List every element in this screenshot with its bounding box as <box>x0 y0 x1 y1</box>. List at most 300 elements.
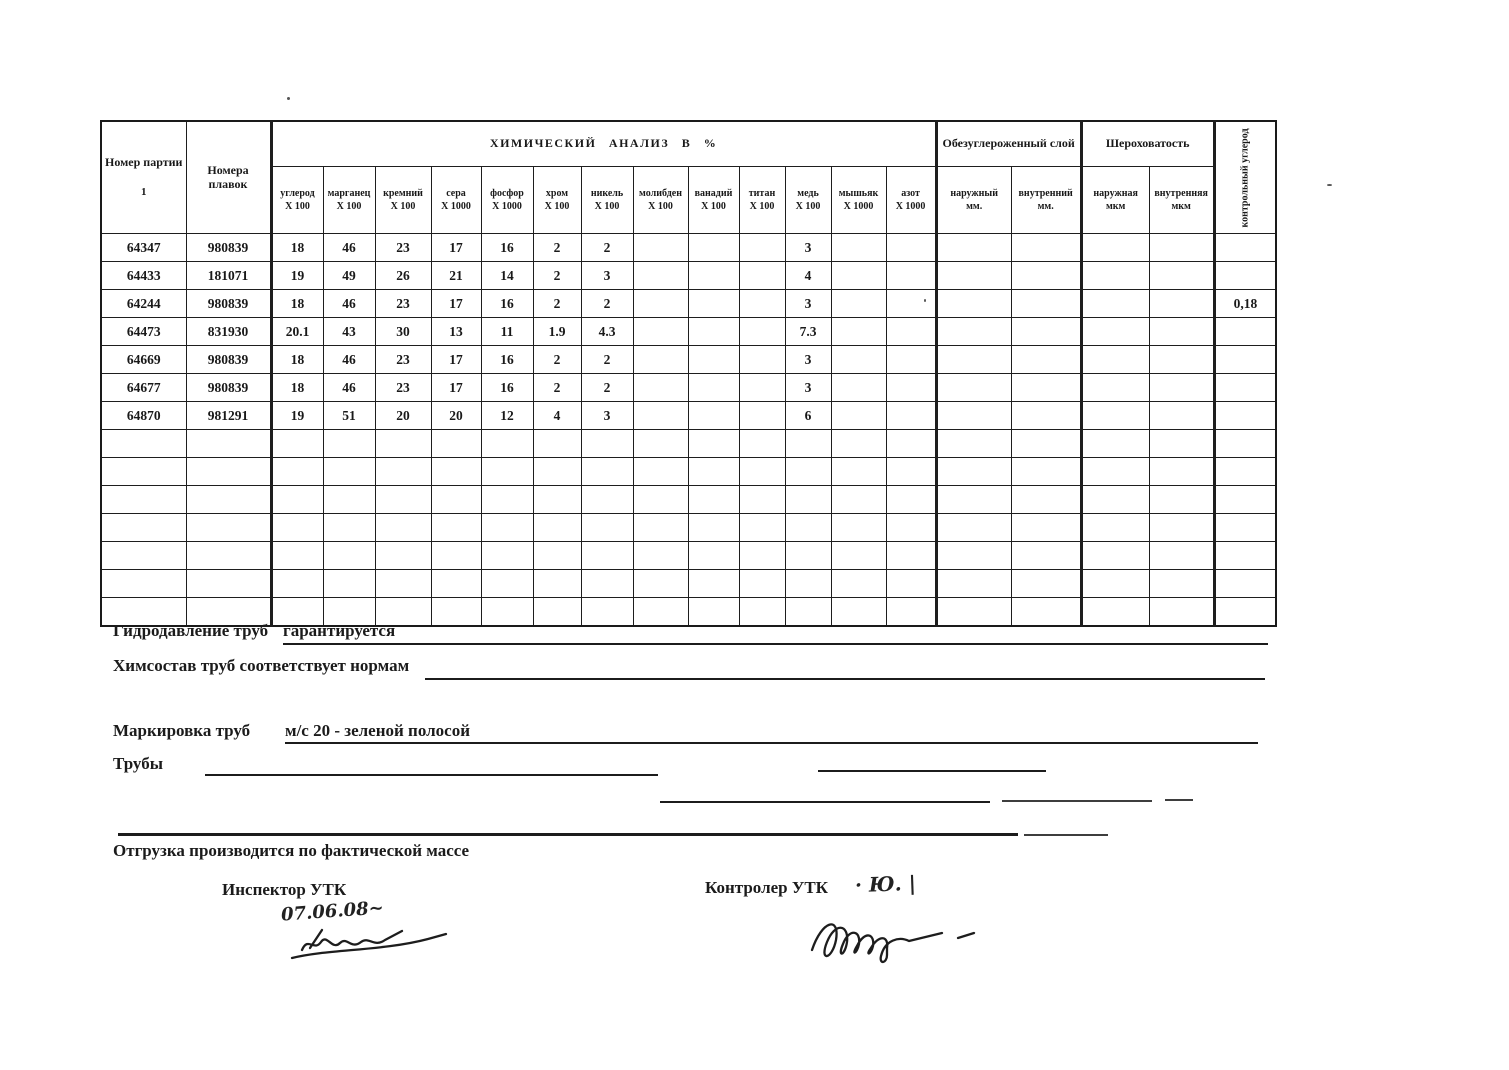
table-cell <box>1081 374 1149 402</box>
table-cell: 17 <box>431 290 481 318</box>
table-cell: 2 <box>533 374 581 402</box>
element-col-header: фосфор Х 1000 <box>481 167 533 234</box>
table-cell: 4.3 <box>581 318 633 346</box>
table-cell: 17 <box>431 374 481 402</box>
table-cell <box>1214 402 1276 430</box>
table-cell: 2 <box>533 290 581 318</box>
table-cell: 30 <box>375 318 431 346</box>
table-cell <box>688 598 739 627</box>
element-col-header: марганец Х 100 <box>323 167 375 234</box>
table-cell <box>739 430 785 458</box>
table-cell <box>186 430 271 458</box>
table-cell <box>101 458 186 486</box>
control-carbon-rotated-label: контрольный углерод <box>1239 128 1251 227</box>
decarb-col-header: внутренний мм. <box>1011 167 1081 234</box>
table-cell <box>533 458 581 486</box>
table-cell <box>375 458 431 486</box>
table-cell: 14 <box>481 262 533 290</box>
table-row <box>101 570 1276 598</box>
table-cell <box>581 514 633 542</box>
table-cell <box>739 346 785 374</box>
table-cell <box>739 514 785 542</box>
table-cell <box>101 430 186 458</box>
table-cell: 2 <box>581 290 633 318</box>
table-cell <box>1149 318 1214 346</box>
table-cell: 16 <box>481 234 533 262</box>
table-cell: 980839 <box>186 234 271 262</box>
table-row <box>101 402 1276 430</box>
table-cell <box>831 318 886 346</box>
controller-handwritten-marks: · Ю. | <box>854 870 917 898</box>
table-cell <box>739 486 785 514</box>
table-cell <box>101 542 186 570</box>
table-cell <box>375 570 431 598</box>
table-cell <box>785 598 831 627</box>
table-cell <box>1081 402 1149 430</box>
table-cell: 7.3 <box>785 318 831 346</box>
table-cell <box>633 542 688 570</box>
table-cell: 26 <box>375 262 431 290</box>
marking-value: м/с 20 - зеленой полосой <box>285 721 471 740</box>
table-cell <box>186 514 271 542</box>
table-cell <box>739 458 785 486</box>
table-cell <box>688 402 739 430</box>
table-cell <box>271 570 323 598</box>
table-cell <box>431 542 481 570</box>
table-cell <box>886 262 936 290</box>
table-cell <box>1011 514 1081 542</box>
element-col-header: мышьяк Х 1000 <box>831 167 886 234</box>
table-cell: 64244 <box>101 290 186 318</box>
table-cell <box>831 234 886 262</box>
table-cell: 831930 <box>186 318 271 346</box>
rough-col-header: наружная мкм <box>1081 167 1149 234</box>
table-cell <box>1011 346 1081 374</box>
scan-speck <box>287 97 290 100</box>
table-cell: 6 <box>785 402 831 430</box>
table-cell: 46 <box>323 234 375 262</box>
table-cell <box>1011 570 1081 598</box>
table-cell <box>481 570 533 598</box>
table-cell <box>633 598 688 627</box>
table-cell: 1.9 <box>533 318 581 346</box>
table-cell <box>1214 598 1276 627</box>
table-row <box>101 374 1276 402</box>
table-row <box>101 262 1276 290</box>
table-cell <box>1214 570 1276 598</box>
table-cell <box>1011 374 1081 402</box>
table-cell <box>688 374 739 402</box>
table-cell <box>271 486 323 514</box>
table-cell <box>481 430 533 458</box>
table-title: ХИМИЧЕСКИЙ АНАЛИЗ В % <box>271 121 936 167</box>
table-cell <box>375 514 431 542</box>
table-cell: 51 <box>323 402 375 430</box>
table-cell: 18 <box>271 346 323 374</box>
table-cell: 4 <box>785 262 831 290</box>
table-cell <box>533 598 581 627</box>
table-cell <box>688 318 739 346</box>
table-cell <box>1214 458 1276 486</box>
scan-speck <box>1327 184 1332 186</box>
table-cell: 3 <box>581 262 633 290</box>
table-cell <box>688 346 739 374</box>
table-cell <box>323 486 375 514</box>
table-cell <box>581 430 633 458</box>
table-cell <box>1081 430 1149 458</box>
table-cell <box>831 430 886 458</box>
hydro-pressure-value: гарантируется <box>283 621 396 640</box>
table-cell <box>186 458 271 486</box>
table-cell <box>739 290 785 318</box>
table-cell: 18 <box>271 290 323 318</box>
inspector-signature <box>288 918 463 966</box>
table-cell <box>633 402 688 430</box>
table-cell <box>533 514 581 542</box>
table-cell <box>581 598 633 627</box>
table-cell <box>431 458 481 486</box>
table-cell <box>936 570 1011 598</box>
separator-rule-dash <box>1024 834 1108 836</box>
table-cell: 64473 <box>101 318 186 346</box>
table-cell <box>481 542 533 570</box>
table-cell <box>1011 402 1081 430</box>
element-col-header: молибден Х 100 <box>633 167 688 234</box>
table-cell: 3 <box>785 374 831 402</box>
table-cell <box>785 514 831 542</box>
table-cell <box>886 486 936 514</box>
table-cell <box>886 598 936 627</box>
element-col-header: ванадий Х 100 <box>688 167 739 234</box>
table-cell: 23 <box>375 346 431 374</box>
table-row <box>101 598 1276 627</box>
table-cell <box>1214 514 1276 542</box>
table-cell: 18 <box>271 374 323 402</box>
table-cell: 64677 <box>101 374 186 402</box>
table-cell <box>831 374 886 402</box>
table-cell <box>1149 598 1214 627</box>
table-cell <box>101 486 186 514</box>
table-cell: 18 <box>271 234 323 262</box>
table-cell <box>1149 570 1214 598</box>
table-cell <box>1149 262 1214 290</box>
table-cell: 181071 <box>186 262 271 290</box>
table-cell <box>1214 234 1276 262</box>
chem-composition-label: Химсостав труб соответствует нормам <box>113 656 410 675</box>
table-cell <box>323 458 375 486</box>
table-cell <box>1011 318 1081 346</box>
table-cell: 43 <box>323 318 375 346</box>
table-row <box>101 542 1276 570</box>
table-cell <box>739 570 785 598</box>
controller-label: Контролер УТК <box>705 878 828 897</box>
table-cell: 46 <box>323 374 375 402</box>
table-cell <box>1081 458 1149 486</box>
table-cell <box>1214 374 1276 402</box>
tubes-label: Трубы <box>113 754 163 773</box>
table-cell <box>886 290 936 318</box>
element-col-header: углерод Х 100 <box>271 167 323 234</box>
table-cell: 0,18 <box>1214 290 1276 318</box>
table-cell <box>886 458 936 486</box>
group-header-roughness: Шероховатость <box>1081 121 1214 167</box>
table-cell <box>633 290 688 318</box>
table-cell <box>1081 570 1149 598</box>
table-cell <box>936 458 1011 486</box>
table-cell <box>581 486 633 514</box>
table-cell <box>886 570 936 598</box>
table-cell: 2 <box>533 262 581 290</box>
party-header-label: Номер партии <box>105 155 183 170</box>
table-cell <box>633 234 688 262</box>
chemical-analysis-table <box>100 120 1277 627</box>
element-col-header: кремний Х 100 <box>375 167 431 234</box>
table-cell <box>1081 598 1149 627</box>
table-header-group-row <box>101 121 1276 167</box>
table-cell <box>831 346 886 374</box>
table-cell <box>375 542 431 570</box>
table-cell: 20.1 <box>271 318 323 346</box>
element-col-header: медь Х 100 <box>785 167 831 234</box>
table-cell <box>688 542 739 570</box>
table-cell: 19 <box>271 402 323 430</box>
tubes-underline-rule-right <box>818 770 1046 772</box>
table-cell <box>936 402 1011 430</box>
table-cell <box>886 234 936 262</box>
table-row <box>101 290 1276 318</box>
table-cell: 64870 <box>101 402 186 430</box>
blank-rule-left <box>660 801 990 803</box>
table-cell <box>1011 542 1081 570</box>
table-cell: 2 <box>533 346 581 374</box>
table-cell <box>633 458 688 486</box>
table-cell: 2 <box>533 234 581 262</box>
table-cell: 21 <box>431 262 481 290</box>
table-cell <box>431 430 481 458</box>
table-cell <box>375 430 431 458</box>
table-cell <box>739 318 785 346</box>
table-cell: 19 <box>271 262 323 290</box>
table-cell <box>688 290 739 318</box>
table-cell <box>1214 542 1276 570</box>
table-row <box>101 458 1276 486</box>
table-cell <box>688 262 739 290</box>
table-cell <box>1149 374 1214 402</box>
decarb-col-header: наружный мм. <box>936 167 1011 234</box>
table-cell: 17 <box>431 234 481 262</box>
table-cell: 23 <box>375 374 431 402</box>
table-cell <box>1149 542 1214 570</box>
table-cell: 2 <box>581 234 633 262</box>
table-cell <box>1149 458 1214 486</box>
table-cell <box>739 234 785 262</box>
table-cell <box>739 402 785 430</box>
table-cell <box>739 542 785 570</box>
table-cell: 980839 <box>186 290 271 318</box>
table-cell <box>633 318 688 346</box>
table-cell <box>1214 262 1276 290</box>
rough-col-header: внутренняя мкм <box>1149 167 1214 234</box>
table-cell: 11 <box>481 318 533 346</box>
scan-speck <box>924 299 926 302</box>
table-cell <box>785 570 831 598</box>
table-cell <box>936 262 1011 290</box>
table-cell <box>1081 318 1149 346</box>
table-cell <box>936 486 1011 514</box>
table-cell <box>633 514 688 542</box>
table-cell <box>271 430 323 458</box>
table-cell <box>1081 262 1149 290</box>
table-cell <box>831 514 886 542</box>
table-cell <box>1081 514 1149 542</box>
table-cell <box>633 430 688 458</box>
tubes-underline-rule <box>205 774 658 776</box>
table-cell <box>431 514 481 542</box>
table-cell <box>886 430 936 458</box>
table-cell: 49 <box>323 262 375 290</box>
table-cell <box>936 234 1011 262</box>
table-cell <box>1149 402 1214 430</box>
table-cell <box>101 514 186 542</box>
table-cell <box>1011 486 1081 514</box>
inspector-label: Инспектор УТК <box>222 880 347 899</box>
table-cell <box>431 570 481 598</box>
separator-rule <box>118 833 1018 836</box>
table-cell <box>271 542 323 570</box>
table-cell <box>481 514 533 542</box>
table-cell <box>533 486 581 514</box>
marking-label: Маркировка труб <box>113 721 251 740</box>
table-cell: 3 <box>581 402 633 430</box>
table-cell <box>1081 346 1149 374</box>
table-cell <box>1081 290 1149 318</box>
table-cell <box>1081 234 1149 262</box>
table-cell: 23 <box>375 290 431 318</box>
table-row <box>101 514 1276 542</box>
table-cell <box>581 570 633 598</box>
table-cell <box>186 486 271 514</box>
table-row <box>101 346 1276 374</box>
table-cell <box>633 570 688 598</box>
element-col-header: азот Х 1000 <box>886 167 936 234</box>
table-cell <box>1011 234 1081 262</box>
marking-underline-rule <box>285 742 1258 744</box>
shipping-note: Отгрузка производится по фактической массе <box>113 841 470 860</box>
table-cell <box>1011 262 1081 290</box>
table-cell <box>936 514 1011 542</box>
table-cell: 4 <box>533 402 581 430</box>
table-cell <box>831 458 886 486</box>
table-cell: 64669 <box>101 346 186 374</box>
table-cell <box>1011 290 1081 318</box>
table-cell <box>533 570 581 598</box>
table-cell <box>831 486 886 514</box>
party-header-footnote: 1 <box>141 186 147 199</box>
table-cell <box>323 430 375 458</box>
table-cell <box>533 542 581 570</box>
table-cell <box>739 598 785 627</box>
inspector-handwritten-date: 07.06.08~ <box>280 897 385 926</box>
table-cell <box>271 514 323 542</box>
table-cell: 13 <box>431 318 481 346</box>
table-cell: 2 <box>581 374 633 402</box>
table-cell <box>831 402 886 430</box>
col-header-control-carbon <box>1214 121 1276 234</box>
table-header-sub-row <box>101 167 1276 234</box>
element-col-header: титан Х 100 <box>739 167 785 234</box>
table-cell: 16 <box>481 290 533 318</box>
table-cell <box>481 486 533 514</box>
table-cell: 17 <box>431 346 481 374</box>
table-cell <box>431 598 481 627</box>
table-cell: 64347 <box>101 234 186 262</box>
table-cell: 981291 <box>186 402 271 430</box>
element-col-header: никель Х 100 <box>581 167 633 234</box>
table-cell: 64433 <box>101 262 186 290</box>
table-cell <box>1214 430 1276 458</box>
table-cell <box>785 430 831 458</box>
table-cell <box>533 430 581 458</box>
table-cell <box>886 374 936 402</box>
table-cell: 16 <box>481 374 533 402</box>
table-cell <box>739 262 785 290</box>
chem-underline-rule <box>425 678 1265 680</box>
table-cell <box>831 570 886 598</box>
table-cell <box>831 598 886 627</box>
table-cell <box>1081 486 1149 514</box>
table-cell: 12 <box>481 402 533 430</box>
element-col-header: сера Х 1000 <box>431 167 481 234</box>
table-cell <box>1149 234 1214 262</box>
table-cell <box>688 234 739 262</box>
table-cell <box>633 374 688 402</box>
table-cell <box>936 542 1011 570</box>
table-cell <box>633 346 688 374</box>
controller-signature <box>790 898 1020 970</box>
table-cell <box>481 458 533 486</box>
table-row <box>101 318 1276 346</box>
table-cell <box>1214 346 1276 374</box>
table-cell <box>886 346 936 374</box>
table-cell: 23 <box>375 234 431 262</box>
table-cell <box>633 262 688 290</box>
table-cell: 46 <box>323 346 375 374</box>
table-cell <box>271 458 323 486</box>
element-col-header: хром Х 100 <box>533 167 581 234</box>
table-cell <box>186 570 271 598</box>
table-cell <box>785 486 831 514</box>
table-cell <box>581 542 633 570</box>
hydro-underline-rule <box>283 643 1268 645</box>
table-cell <box>1149 430 1214 458</box>
table-row <box>101 430 1276 458</box>
table-cell: 20 <box>431 402 481 430</box>
table-cell <box>886 318 936 346</box>
table-cell <box>886 402 936 430</box>
table-cell <box>886 542 936 570</box>
table-cell <box>739 374 785 402</box>
table-cell <box>936 318 1011 346</box>
table-cell <box>481 598 533 627</box>
table-cell: 980839 <box>186 346 271 374</box>
table-row <box>101 486 1276 514</box>
table-cell <box>1011 458 1081 486</box>
table-cell: 2 <box>581 346 633 374</box>
table-cell <box>936 346 1011 374</box>
table-cell <box>633 486 688 514</box>
table-cell <box>323 570 375 598</box>
table-cell <box>375 486 431 514</box>
